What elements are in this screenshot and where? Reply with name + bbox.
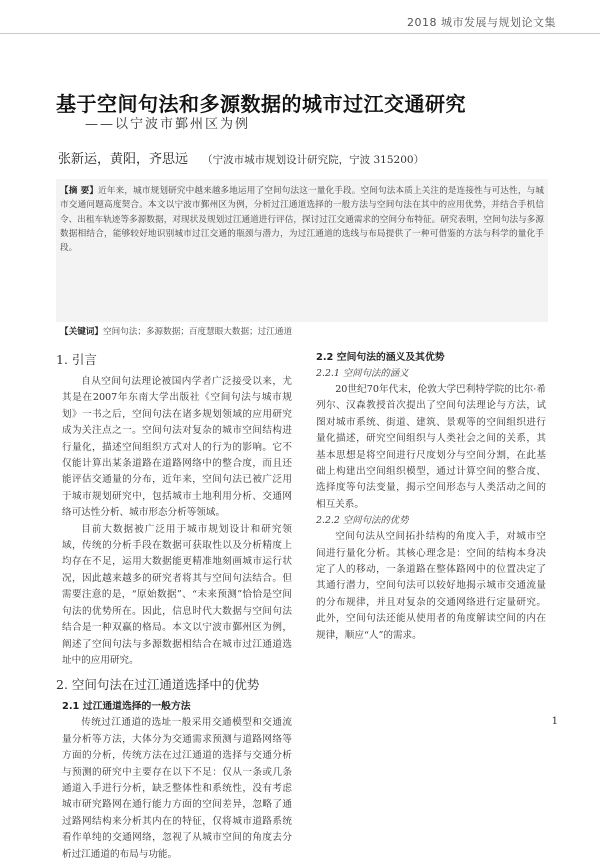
affiliation: （宁波市城市规划设计研究院，宁波 315200） xyxy=(202,154,425,166)
right-column xyxy=(316,350,546,644)
authors: 张新运，黄阳，齐思远 xyxy=(58,152,189,167)
subsection-heading: 2.2 空间句法的涵义及其优势 xyxy=(316,352,445,363)
keywords-text: 空间句法；多源数据；百度慧眼大数据；过江通道 xyxy=(102,327,293,337)
subsection-heading: 2.1 过江通道选择的一般方法 xyxy=(62,701,191,713)
keywords-label: 【关键词】 xyxy=(60,327,103,337)
section-heading-intro: 1. 引言 xyxy=(56,352,97,367)
header-rule xyxy=(0,33,600,34)
author-line xyxy=(58,148,424,167)
abstract-text: 近年来，城市规划研究中越来越多地运用了空间句法这一量化手段。空间句法本质上关注的是连接性与可达性，与城市交通问题高度契合。本文以宁波市鄞州区为例，分析过江通道选择的一般方法与空间句法在其中的应用优势，并结合手机信令、出租车轨迹等多源数据，对现状及规划过江通道进行评估，探讨过江交通需求的空间分布特征。研究表明，空间句法与多源数据相结合，能够较好地识别城市过江交通的瓶颈与潜力，为过江通道的选线与布局提供了一种可借鉴的方法与科学的量化手段。 xyxy=(60,186,544,254)
paragraph: 目前大数据被广泛用于城市规划设计和研究领域，传统的分析手段在数据可获取性以及分析精度上均存在不足，运用大数据能更精准地刻画城市运行状况，因此越来越多的研究者将其与空间句法结合。但需要注意的是，“原始数据”、“未来预测”恰恰是空间句法的优势所在。因此，信息时代大数据与空间句法结合是一种双赢的格局。本文以宁波市鄞州区为例，阐述了空间句法与多源数据相结合在城市过江通道选址中的应用研究。 xyxy=(62,523,292,666)
abstract xyxy=(60,184,544,255)
paper-subtitle: ——以宁波市鄞州区为例 xyxy=(85,117,251,132)
paragraph: 20世纪70年代末，伦敦大学巴利特学院的比尔·希列尔、汉森教授首次提出了空间句法理论与方法，试图对城市系统、街道、建筑、景观等的空间组织进行量化描述，研究空间组织与人类社会之间的关系，其基本思想是将空间进行尺度划分与空间分割，在此基础上构建出空间组织模型，通过计算空间的整合度、选择度等句法变量，揭示空间形态与人类活动之间的相互关系。 xyxy=(316,384,546,510)
paragraph: 空间句法从空间拓扑结构的角度入手，对城市空间进行量化分析。其核心理念是：空间的结构本身决定了人的移动，一条道路在整体路网中的位置决定了其通行潜力，空间句法可以较好地揭示城市交通流量的分布规律，并且对复杂的交通网络进行定量研究。此外，空间句法还能从使用者的角度解读空间的内在规律，顺应“人”的需求。 xyxy=(316,531,546,641)
paper-title: 基于空间句法和多源数据的城市过江交通研究 xyxy=(56,92,466,116)
left-column xyxy=(56,350,292,863)
paragraph: 自从空间句法理论被国内学者广泛接受以来，尤其是在2007年东南大学出版社《空间句法与城市规划》一书之后，空间句法在诸多规划领域的应用研究成为关注点之一。空间句法对复杂的城市空间结构进行量化，描述空间组织方式对人的行为的影响。它不仅能计算出某条道路在道路网络中的整合度，而且还能评估交通量的分布，近年来，空间句法已被广泛用于城市规划研究中，包括城市土地利用分析、交通网络可达性分析、城市形态分析等领域。 xyxy=(62,376,292,519)
section-heading-advantages: 2. 空间句法在过江通道选择中的优势 xyxy=(56,677,260,693)
running-header: 2018 城市发展与规划论文集 xyxy=(407,16,556,29)
keywords xyxy=(60,325,544,337)
page-number: 1 xyxy=(551,716,558,727)
subsubsection-heading: 2.2.2 空间句法的优势 xyxy=(316,515,409,527)
subsubsection-heading: 2.2.1 空间句法的涵义 xyxy=(316,368,409,379)
paragraph: 传统过江通道的选址一般采用交通模型和交通流量分析等方法，大体分为交通需求预测与道路网络等方面的分析，传统方法在过江通道的选择与交通分析与预测的研究中主要存在以下不足：仅从一条或几条通道入手进行分析，缺乏整体性和系统性，没有考虑城市研究路网在通行能力方面的空间差异，忽略了通过路网结构来分析其内在的特征，仅将城市道路系统看作单纯的交通网络，忽视了从城市空间的角度去分析过江通道的布局与功能。 xyxy=(62,717,292,860)
abstract-label: 【摘 要】 xyxy=(60,186,99,196)
